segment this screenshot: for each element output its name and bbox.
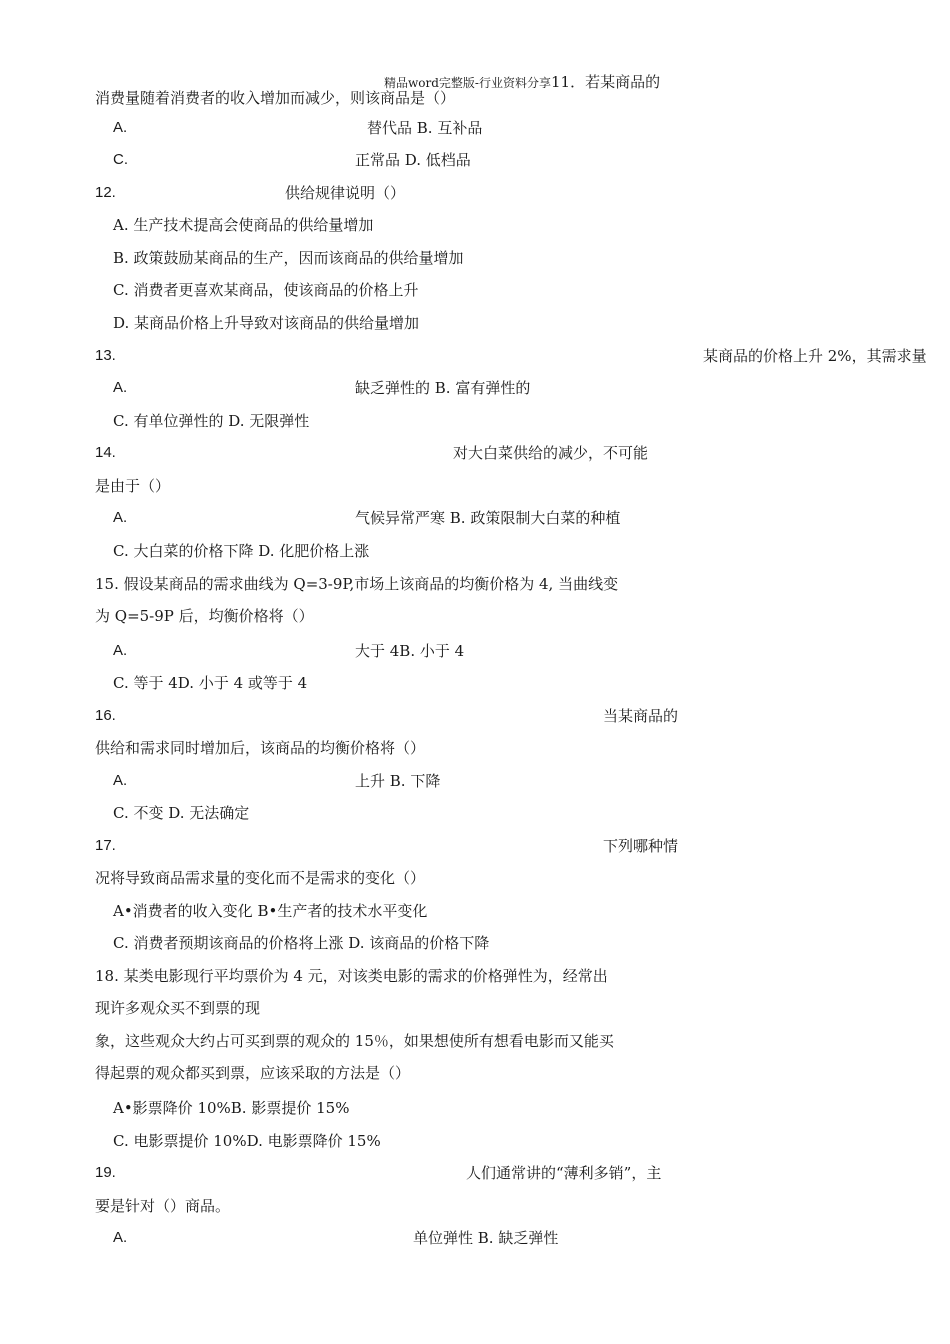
option-marker: A. bbox=[113, 119, 128, 136]
option-marker: A. bbox=[113, 509, 128, 526]
header-text: 精品word完整版-行业资料分享 bbox=[384, 76, 551, 90]
question-number: 13. bbox=[95, 347, 116, 364]
option-b: B. 政策鼓励某商品的生产，因而该商品的供给量增加 bbox=[113, 249, 464, 267]
question-13-text: 某商品的价格上升 2%，其需求量 bbox=[703, 347, 927, 365]
options-cd: C. 大白菜的价格下降 D. 化肥价格上涨 bbox=[113, 542, 370, 560]
options-cd: C. 有单位弹性的 D. 无限弹性 bbox=[113, 412, 310, 430]
question-number: 19. bbox=[95, 1164, 116, 1181]
question-11-text: 消费量随着消费者的收入增加而减少，则该商品是（） bbox=[95, 89, 456, 107]
question-14-text-cont: 是由于（） bbox=[95, 477, 171, 495]
options-ab: A•影票降价 10%B. 影票提价 15% bbox=[113, 1099, 350, 1117]
option-marker: A. bbox=[113, 379, 128, 396]
question-12-text: 供给规律说明（） bbox=[285, 184, 406, 202]
question-number: 12. bbox=[95, 184, 116, 201]
question-18-text-cont: 现许多观众买不到票的现 bbox=[95, 999, 261, 1017]
question-16-text: 当某商品的 bbox=[603, 707, 679, 725]
question-18-text-cont: 象，这些观众大约占可买到票的观众的 15％，如果想使所有想看电影而又能买 bbox=[95, 1032, 614, 1050]
question-14-text: 对大白菜供给的减少，不可能 bbox=[453, 444, 649, 462]
question-17-text-cont: 况将导致商品需求量的变化而不是需求的变化（） bbox=[95, 869, 426, 887]
options-ab: 气候异常严寒 B. 政策限制大白菜的种植 bbox=[355, 509, 621, 527]
options-ab: 缺乏弹性的 B. 富有弹性的 bbox=[355, 379, 531, 397]
question-18-text: 18. 某类电影现行平均票价为 4 元，对该类电影的需求的价格弹性为，经常出 bbox=[95, 967, 608, 985]
option-c: C. 消费者更喜欢某商品，使该商品的价格上升 bbox=[113, 281, 419, 299]
options-cd: C. 消费者预期该商品的价格将上涨 D. 该商品的价格下降 bbox=[113, 934, 490, 952]
question-15-text: 15. 假设某商品的需求曲线为 Q=3-9P,市场上该商品的均衡价格为 4, 当曲线变 bbox=[95, 575, 619, 593]
question-number: 14. bbox=[95, 444, 116, 461]
option-d: D. 某商品价格上升导致对该商品的供给量增加 bbox=[113, 314, 420, 332]
options-ab: A•消费者的收入变化 B•生产者的技术水平变化 bbox=[113, 902, 428, 920]
options-cd: C. 电影票提价 10%D. 电影票降价 15% bbox=[113, 1132, 381, 1150]
option-marker: A. bbox=[113, 642, 128, 659]
option-marker: A. bbox=[113, 772, 128, 789]
question-11-lead: 11．若某商品的 bbox=[550, 73, 661, 91]
question-18-text-cont: 得起票的观众都买到票，应该采取的方法是（） bbox=[95, 1064, 411, 1082]
options-ab: 替代品 B. 互补品 bbox=[367, 119, 483, 137]
question-number: 17. bbox=[95, 837, 116, 854]
question-19-text-cont: 要是针对（）商品。 bbox=[95, 1197, 231, 1215]
options-cd: 正常品 D. 低档品 bbox=[355, 151, 471, 169]
option-marker: C. bbox=[113, 151, 128, 168]
options-cd: C. 等于 4D. 小于 4 或等于 4 bbox=[113, 674, 308, 692]
options-ab: 单位弹性 B. 缺乏弹性 bbox=[413, 1229, 559, 1247]
question-16-text-cont: 供给和需求同时增加后，该商品的均衡价格将（） bbox=[95, 739, 426, 757]
option-a: A. 生产技术提高会使商品的供给量增加 bbox=[113, 216, 374, 234]
options-ab: 大于 4B. 小于 4 bbox=[355, 642, 465, 660]
options-ab: 上升 B. 下降 bbox=[355, 772, 441, 790]
question-19-text: 人们通常讲的“薄利多销”，主 bbox=[466, 1164, 662, 1182]
question-17-text: 下列哪种情 bbox=[603, 837, 679, 855]
options-cd: C. 不变 D. 无法确定 bbox=[113, 804, 250, 822]
option-marker: A. bbox=[113, 1229, 128, 1246]
question-15-text-cont: 为 Q=5-9P 后，均衡价格将（） bbox=[95, 607, 314, 625]
question-number: 16. bbox=[95, 707, 116, 724]
